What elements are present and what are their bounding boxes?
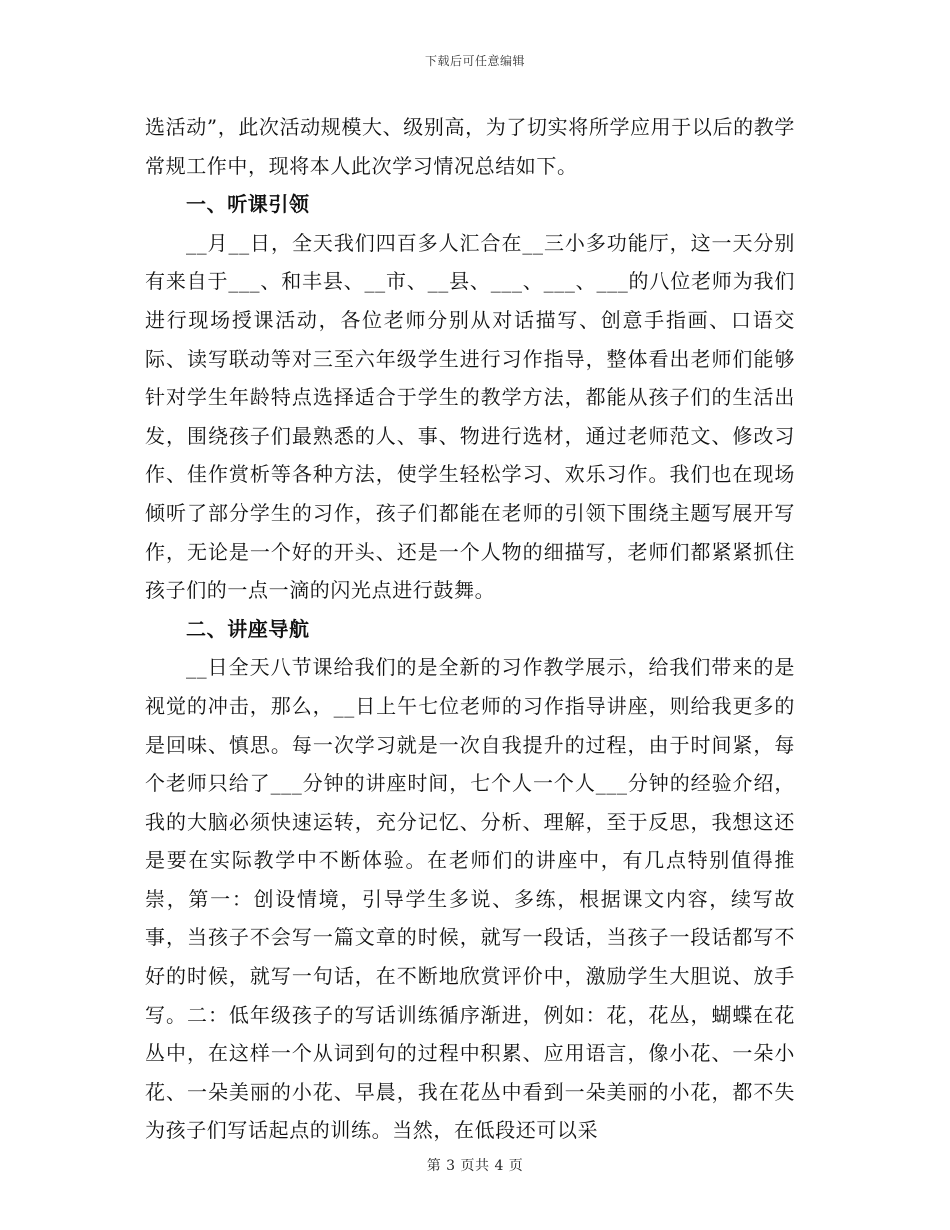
document-body — [145, 108, 795, 1150]
paragraph-intro-continuation: 选活动”，此次活动规模大、级别高，为了切实将所学应用于以后的教学常规工作中，现将本人此次学习情况总结如下。 — [145, 115, 795, 178]
section-heading-lecture: 二、讲座导航 — [186, 616, 310, 641]
page-header: 下载后可任意编辑 — [424, 54, 525, 68]
paragraph-lecture: __日全天八节课给我们的是全新的习作教学展示，给我们带来的是视觉的冲击，那么，__日上午七位老师的习作指导讲座，则给我更多的是回味、慎思。每一次学习就是一次自我提升的过程，由于时间紧，每个老师只给了___分钟的讲座时间，七个人一个人___分钟的经验介绍，我的大脑必须快速运转，充分记忆、分析、理解，至于反思，我想这还是要在实际教学中不断体验。在老师们的讲座中，有几点特别值得推崇，第一：创设情境，引导学生多说、多练，根据课文内容，续写故事，当孩子不会写一篇文章的时候，就写一段话，当孩子一段话都写不好的时候，就写一句话，在不断地欣赏评价中，激励学生大胆说、放手写。二：低年级孩子的写话训练循序渐进，例如：花，花丛，蝴蝶在花丛中，在这样一个从词到句的过程中积累、应用语言，像小花、一朵小花、一朵美丽的小花、早晨，我在花丛中看到一朵美丽的小花，都不失为孩子们写话起点的训练。当然，在低段还可以采 — [145, 655, 795, 1143]
paragraph-listening: __月__日，全天我们四百多人汇合在__三小多功能厅，这一天分别有来自于___、和丰县、__市、__县、___、___、___的八位老师为我们进行现场授课活动，各位老师分别从对话描写、创意手指画、口语交际、读写联动等对三至六年级学生进行习作指导，整体看出老师们能够针对学生年龄特点选择适合于学生的教学方法，都能从孩子们的生活出发，围绕孩子们最熟悉的人、事、物进行选材，通过老师范文、修改习作、佳作赏析等各种方法，使学生轻松学习、欢乐习作。我们也在现场倾听了部分学生的习作，孩子们都能在老师的引领下围绕主题写展开写作，无论是一个好的开头、还是一个人物的细描写，老师们都紧紧抓住孩子们的一点一滴的闪光点进行鼓舞。 — [145, 230, 795, 603]
section-heading-listening: 一、听课引领 — [186, 192, 310, 217]
page-footer: 第 3 页共 4 页 — [426, 1158, 524, 1174]
